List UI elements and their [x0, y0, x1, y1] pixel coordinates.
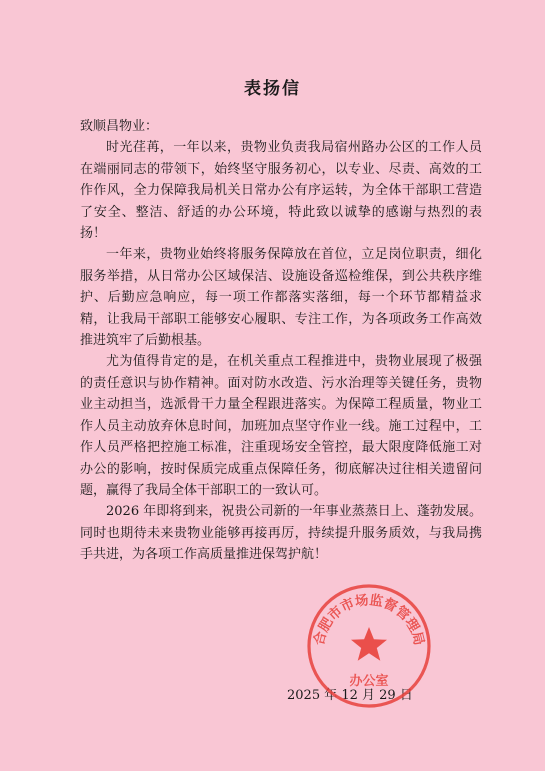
paragraph-3: 尤为值得肯定的是，在机关重点工程推进中，贵物业展现了极强的责任意识与协作精神。面对防水改造、污水治理等关键任务，贵物业主动担当，选派骨干力量全程跟进落实。为保障工程质量，物业工作人员主动放弃休息时间，加班加点坚守作业一线。施工过程中，工作人员严格把控施工标准，注重现场安全管控，最大限度降低施工对办公的影响，按时保质完成重点保障任务，彻底解决过往相关遗留问题，赢得了我局全体干部职工的一致认可。 [80, 354, 482, 498]
paragraph-4: 2026 年即将到来，祝贵公司新的一年事业蒸蒸日上、蓬勃发展。同时也期待未来贵物业能够再接再厉，持续提升服务质效，与我局携手共进，为各项工作高质量推进保驾护航！ [80, 504, 482, 563]
salutation: 致顺昌物业： [80, 119, 159, 134]
letter-body [80, 116, 482, 566]
paragraph-2: 一年来，贵物业始终将服务保障放在首位，立足岗位职责，细化服务举措，从日常办公区域保洁、设施设备巡检维保，到公共秩序维护、后勤应急响应，每一项工作都落实落细，每一个环节都精益求精，让我局干部职工能够安心履职、专注工作，为各项政务工作高效推进筑牢了后勤根基。 [80, 247, 482, 349]
star-icon [351, 627, 387, 661]
letter-title: 表扬信 [244, 79, 301, 99]
letter-date: 2025 年 12 月 29 日 [287, 688, 413, 703]
seal-org-name: 合肥市市场监督管理局 [311, 592, 427, 648]
seal-unit: 办公室 [349, 674, 389, 689]
official-seal [304, 581, 434, 711]
paragraph-1: 时光荏苒，一年以来，贵物业负责我局宿州路办公区的工作人员在端丽同志的带领下，始终坚守服务初心，以专业、尽责、高效的工作作风，全力保障我局机关日常办公有序运转，为全体干部职工营造了安全、整洁、舒适的办公环境，特此致以诚挚的感谢与热烈的表扬！ [80, 140, 482, 242]
